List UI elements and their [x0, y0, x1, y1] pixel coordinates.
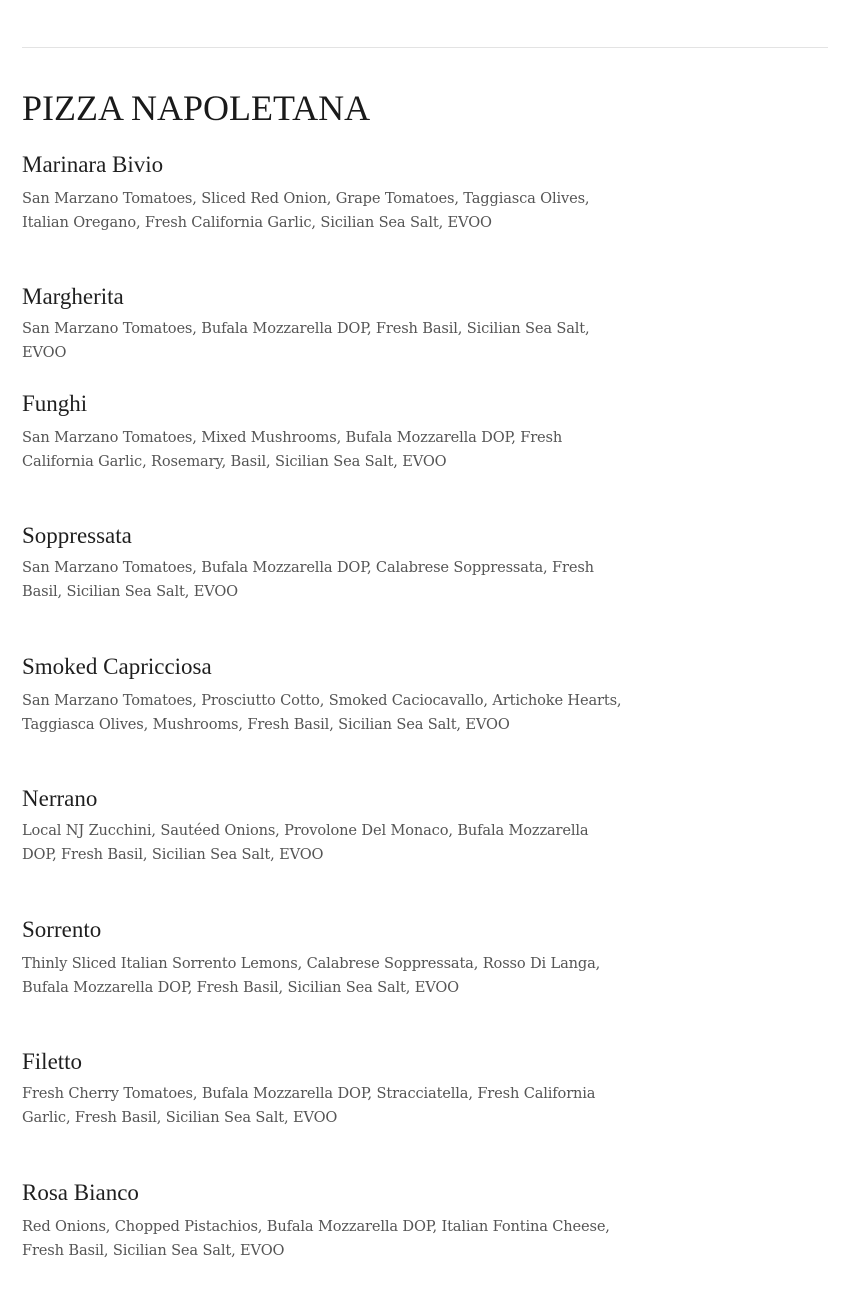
menu-item-name: Rosa Bianco — [22, 1180, 139, 1205]
menu-item-name: Margherita — [22, 284, 124, 309]
menu-item-description: Red Onions, Chopped Pistachios, Bufala Mozzarella DOP, Italian Fontina Cheese, Fresh Basil, Sicilian Sea Salt, EVOO — [22, 1218, 610, 1259]
menu-item — [22, 653, 622, 737]
menu-item — [22, 916, 622, 1000]
menu-item — [22, 283, 622, 365]
section-title: PIZZA NAPOLETANA — [22, 88, 371, 128]
menu-item-name: Filetto — [22, 1049, 83, 1074]
menu-item — [22, 390, 622, 474]
menu-item — [22, 785, 622, 867]
menu-item-description: San Marzano Tomatoes, Sliced Red Onion, Grape Tomatoes, Taggiasca Olives, Italian Oregano, Fresh California Garlic, Sicilian Sea Salt, EVOO — [22, 190, 590, 231]
menu-item-description: San Marzano Tomatoes, Bufala Mozzarella DOP, Calabrese Soppressata, Fresh Basil, Sicilian Sea Salt, EVOO — [22, 559, 594, 600]
menu-item-description: San Marzano Tomatoes, Bufala Mozzarella DOP, Fresh Basil, Sicilian Sea Salt, EVOO — [22, 320, 590, 361]
menu-item-name: Sorrento — [22, 917, 102, 942]
menu-item-description: Fresh Cherry Tomatoes, Bufala Mozzarella DOP, Stracciatella, Fresh California Garlic, Fresh Basil, Sicilian Sea Salt, EVOO — [22, 1085, 596, 1126]
menu-item-description: Local NJ Zucchini, Sautéed Onions, Provolone Del Monaco, Bufala Mozzarella DOP, Fresh Basil, Sicilian Sea Salt, EVOO — [22, 822, 589, 863]
menu-item-name: Marinara Bivio — [22, 152, 164, 177]
menu-item-description: Thinly Sliced Italian Sorrento Lemons, Calabrese Soppressata, Rosso Di Langa, Bufala Mozzarella DOP, Fresh Basil, Sicilian Sea Salt, EVOO — [22, 955, 601, 996]
menu-item-description: San Marzano Tomatoes, Prosciutto Cotto, Smoked Caciocavallo, Artichoke Hearts, Taggiasca Olives, Mushrooms, Fresh Basil, Sicilian Sea Salt, EVOO — [22, 692, 622, 733]
top-divider — [22, 47, 828, 48]
menu-item-name: Funghi — [22, 391, 88, 416]
menu-item — [22, 522, 622, 604]
menu-item-name: Smoked Capricciosa — [22, 654, 212, 679]
menu-section — [22, 88, 622, 128]
menu-item-name: Nerrano — [22, 786, 98, 811]
menu-item — [22, 1179, 622, 1263]
menu-item-description: San Marzano Tomatoes, Mixed Mushrooms, Bufala Mozzarella DOP, Fresh California Garlic, Rosemary, Basil, Sicilian Sea Salt, EVOO — [22, 429, 563, 470]
menu-item — [22, 1048, 622, 1130]
menu-item-name: Soppressata — [22, 523, 132, 548]
menu-item — [22, 151, 622, 235]
